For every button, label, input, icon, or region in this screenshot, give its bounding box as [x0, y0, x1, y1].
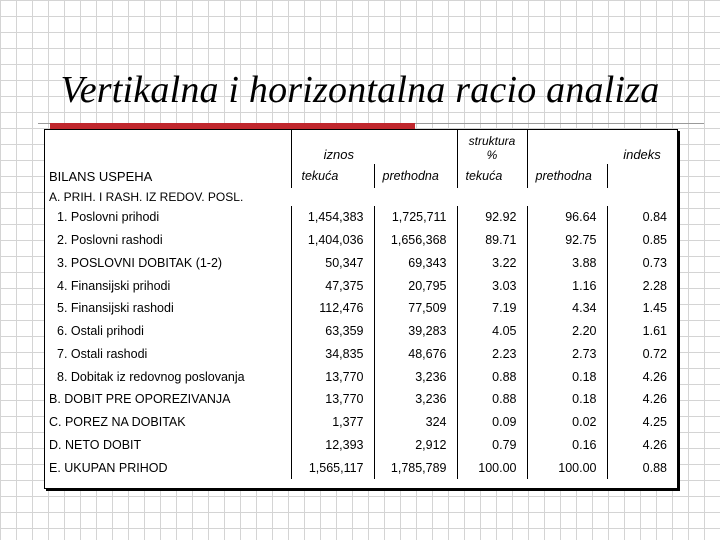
income-statement-table [45, 130, 677, 479]
row-label: C. POREZ NA DOBITAK [45, 411, 291, 434]
cell-indeks: 1.61 [642, 324, 667, 339]
table-row [45, 297, 677, 320]
header-row-2 [45, 164, 677, 188]
cell-tekuca: 1,565,117 [291, 456, 374, 479]
cell-struktura-prethodna: 1.16 [527, 274, 607, 297]
cell-indeks: 1.45 [642, 301, 667, 316]
header-iznos: iznos [323, 147, 354, 162]
cell-prethodna: 3,236 [374, 388, 457, 411]
table-row [45, 274, 677, 297]
table-row [45, 229, 677, 252]
cell-struktura-prethodna: 0.02 [527, 411, 607, 434]
row-label: 5. Finansijski rashodi [45, 297, 291, 320]
cell-tekuca: 12,393 [291, 434, 374, 457]
cell-struktura-tekuca: 89.71 [457, 229, 527, 252]
cell-struktura-prethodna: 2.73 [527, 343, 607, 366]
row-label: 3. POSLOVNI DOBITAK (1-2) [45, 252, 291, 275]
cell-struktura-tekuca: 3.03 [457, 274, 527, 297]
cell-indeks: 4.25 [642, 415, 667, 430]
header-str-tekuca: tekuća [457, 164, 527, 188]
cell-prethodna: 3,236 [374, 365, 457, 388]
cell-struktura-prethodna: 3.88 [527, 252, 607, 275]
cell-struktura-tekuca: 4.05 [457, 320, 527, 343]
row-label: 4. Finansijski prihodi [45, 274, 291, 297]
cell-tekuca: 63,359 [291, 320, 374, 343]
cell-struktura-tekuca: 2.23 [457, 343, 527, 366]
row-label: E. UKUPAN PRIHOD [45, 456, 291, 479]
cell-struktura-tekuca: 3.22 [457, 252, 527, 275]
cell-struktura-tekuca: 0.09 [457, 411, 527, 434]
cell-indeks: 0.73 [642, 255, 667, 270]
cell-prethodna: 48,676 [374, 343, 457, 366]
cell-prethodna: 2,912 [374, 434, 457, 457]
cell-tekuca: 1,454,383 [291, 206, 374, 229]
cell-prethodna: 20,795 [374, 274, 457, 297]
header-str-prethodna: prethodna [527, 164, 607, 188]
row-label: B. DOBIT PRE OPOREZIVANJA [45, 388, 291, 411]
cell-indeks: 4.26 [642, 437, 667, 452]
header-tekuca: tekuća [291, 164, 374, 188]
table-row [45, 456, 677, 479]
cell-struktura-prethodna: 92.75 [527, 229, 607, 252]
cell-struktura-prethodna: 4.34 [527, 297, 607, 320]
slide-title: Vertikalna i horizontalna racio analiza [60, 69, 660, 111]
header-prethodna: prethodna [374, 164, 457, 188]
cell-tekuca: 1,377 [291, 411, 374, 434]
cell-struktura-tekuca: 100.00 [457, 456, 527, 479]
header-struktura: struktura % [457, 130, 527, 164]
cell-indeks: 2.28 [642, 278, 667, 293]
table-row [45, 388, 677, 411]
cell-prethodna: 1,725,711 [374, 206, 457, 229]
cell-struktura-tekuca: 7.19 [457, 297, 527, 320]
table-row [45, 320, 677, 343]
cell-prethodna: 39,283 [374, 320, 457, 343]
section-row [45, 188, 677, 206]
cell-indeks: 0.88 [642, 460, 667, 475]
cell-struktura-prethodna: 0.16 [527, 434, 607, 457]
cell-indeks: 0.72 [642, 346, 667, 361]
cell-tekuca: 1,404,036 [291, 229, 374, 252]
row-label: 6. Ostali prihodi [45, 320, 291, 343]
table-row [45, 206, 677, 229]
cell-struktura-prethodna: 0.18 [527, 388, 607, 411]
cell-prethodna: 69,343 [374, 252, 457, 275]
cell-tekuca: 50,347 [291, 252, 374, 275]
table-row [45, 434, 677, 457]
cell-struktura-tekuca: 92.92 [457, 206, 527, 229]
cell-struktura-prethodna: 96.64 [527, 206, 607, 229]
cell-struktura-prethodna: 100.00 [527, 456, 607, 479]
row-label: 1. Poslovni prihodi [45, 206, 291, 229]
cell-tekuca: 13,770 [291, 365, 374, 388]
cell-indeks: 0.84 [642, 210, 667, 225]
row-label: D. NETO DOBIT [45, 434, 291, 457]
cell-indeks: 0.85 [642, 233, 667, 248]
table-row [45, 252, 677, 275]
cell-prethodna: 1,785,789 [374, 456, 457, 479]
table-row [45, 411, 677, 434]
cell-tekuca: 13,770 [291, 388, 374, 411]
table-row [45, 343, 677, 366]
ratio-analysis-table [44, 129, 678, 489]
cell-struktura-tekuca: 0.79 [457, 434, 527, 457]
header-bilans-uspeha: BILANS USPEHA [45, 164, 291, 188]
cell-tekuca: 112,476 [291, 297, 374, 320]
header-row-1 [45, 130, 677, 164]
cell-struktura-prethodna: 2.20 [527, 320, 607, 343]
cell-tekuca: 34,835 [291, 343, 374, 366]
header-indeks: indeks [623, 147, 661, 162]
table-row [45, 365, 677, 388]
cell-tekuca: 47,375 [291, 274, 374, 297]
cell-indeks: 4.26 [642, 392, 667, 407]
row-label: 8. Dobitak iz redovnog poslovanja [45, 365, 291, 388]
cell-struktura-prethodna: 0.18 [527, 365, 607, 388]
cell-indeks: 4.26 [642, 369, 667, 384]
section-label: A. PRIH. I RASH. IZ REDOV. POSL. [49, 190, 244, 204]
cell-prethodna: 1,656,368 [374, 229, 457, 252]
row-label: 7. Ostali rashodi [45, 343, 291, 366]
cell-struktura-tekuca: 0.88 [457, 365, 527, 388]
cell-prethodna: 324 [374, 411, 457, 434]
cell-prethodna: 77,509 [374, 297, 457, 320]
cell-struktura-tekuca: 0.88 [457, 388, 527, 411]
row-label: 2. Poslovni rashodi [45, 229, 291, 252]
